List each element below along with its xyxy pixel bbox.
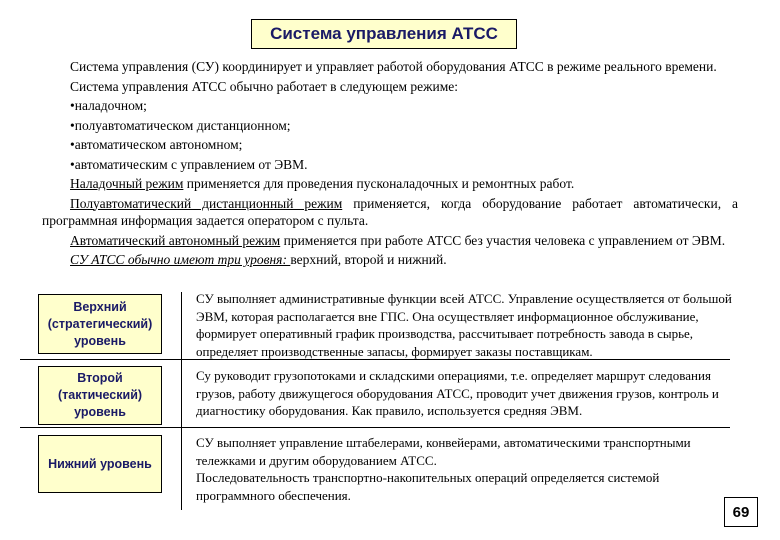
bullet-marker: •: [70, 98, 75, 113]
levels-heading: СУ АТСС обычно имеют три уровня:: [70, 252, 291, 267]
mode-bullet: •автоматическом автономном;: [70, 137, 243, 152]
mode-bullet: •наладочном;: [70, 98, 147, 113]
mode-description: Наладочный режим применяется для проведения пусконаладочных и ремонтных работ.: [70, 176, 575, 191]
intro-paragraph: Система управления (СУ) координирует и управляет работой оборудования АТСС в режиме реального времени.: [70, 59, 717, 74]
levels-summary: СУ АТСС обычно имеют три уровня: верхний, второй и нижний.: [70, 252, 447, 267]
modes-intro: Система управления АТСС обычно работает в следующем режиме:: [70, 78, 459, 94]
level-description-middle: Су руководит грузопотоками и складскими операциями, т.е. определяет маршрут следования грузов, работу движущегося оборудования АТСС, проводит учет движения грузов, контроль и диагностику оборудования. Как правило, используется средняя ЭВМ.: [196, 368, 719, 418]
page-number: 69: [724, 497, 758, 527]
mode-term: Полуавтоматический дистанционный режим: [70, 195, 343, 211]
bullet-marker: •: [70, 137, 75, 152]
page-title: Система управления АТСС: [251, 19, 517, 49]
mode-bullet: •полуавтоматическом дистанционном;: [70, 117, 291, 133]
row-divider: [20, 427, 730, 428]
intro-text: [42, 58, 738, 271]
mode-bullet: •автоматическим с управлением от ЭВМ.: [70, 156, 308, 172]
mode-description: Полуавтоматический дистанционный режим применяется, когда оборудование работает автоматически, а программная информация задается оператором с пульта.: [42, 195, 739, 228]
bullet-marker: •: [70, 156, 75, 172]
level-box-bottom: Нижний уровень: [38, 435, 162, 493]
level-description-bottom: СУ выполняет управление штабелерами, конвейерами, автоматическими транспортными тележками и другим оборудованием АТСС. Последовательность транспортно-накопительных операций определяется системой программного обеспечения.: [196, 435, 691, 503]
row-divider: [20, 359, 730, 360]
level-box-middle: Второй (тактический) уровень: [38, 366, 162, 425]
mode-term: Наладочный режим: [70, 176, 184, 191]
mode-description: Автоматический автономный режим применяется при работе АТСС без участия человека с управлением от ЭВМ.: [70, 232, 726, 248]
level-box-top: Верхний (стратегический) уровень: [38, 294, 162, 354]
mode-term: Автоматический автономный режим: [70, 232, 281, 248]
column-divider: [181, 292, 182, 510]
level-description-top: СУ выполняет административные функции всей АТСС. Управление осуществляется от большой ЭВМ, которая располагается вне ГПС. Она осуществляет информационное обслуживание, формирует оперативный график производства, рассчитывает потребность завода в сырье, определяет производственные запасы, формирует заказы поставщикам.: [196, 291, 732, 359]
bullet-marker: •: [70, 117, 75, 133]
